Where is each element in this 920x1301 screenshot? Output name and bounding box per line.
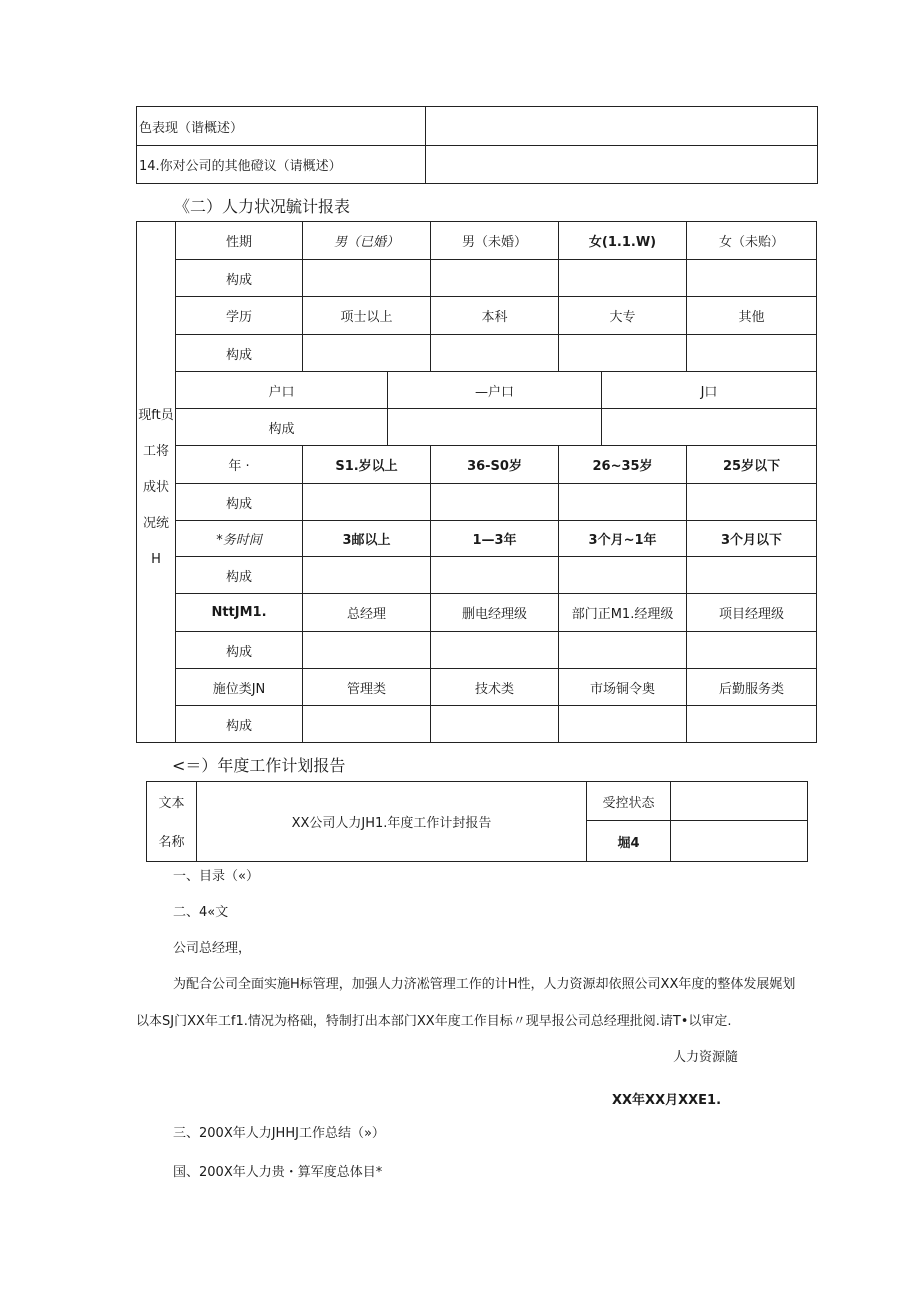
composition-label: 构成 [176, 409, 388, 446]
data-cell[interactable] [687, 335, 817, 372]
data-cell[interactable] [559, 484, 687, 521]
education-label: 学历 [176, 297, 303, 335]
data-cell[interactable] [687, 557, 817, 594]
side-label-line: 况统 [142, 516, 169, 531]
data-cell[interactable] [559, 335, 687, 372]
composition-label: 构成 [176, 484, 303, 521]
section3-title: <＝）年度工作计划报告 [172, 756, 346, 775]
tenure-option: 3邮以上 [303, 521, 431, 557]
age-option: S1.岁以上 [303, 446, 431, 484]
data-cell[interactable] [431, 260, 559, 297]
gender-option: 女(1.1.W) [559, 222, 687, 260]
data-cell[interactable] [431, 335, 559, 372]
tenure-label: *务时间 [176, 521, 303, 557]
tenure-option: 1—3年 [431, 521, 559, 557]
body-item: 三、200X年人力JHHJ工作总结（»） [173, 1126, 385, 1141]
doc-number-label: 堀4 [587, 821, 671, 862]
data-cell[interactable] [303, 632, 431, 669]
paragraph-line: 以本SJ门XX年工f1.情况为格础，特制打出本部门XX年度工作目标〃现早报公司总经理批阅.请T•以审定. [136, 1014, 732, 1029]
level-option: 部门正M1.经理级 [559, 594, 687, 632]
level-option: 总经理 [303, 594, 431, 632]
gender-option: 女（未贻） [687, 222, 817, 260]
section2-title: 《二）人力状况毓计报表 [174, 197, 351, 216]
staff-side-label [137, 222, 176, 743]
paragraph-line: 为配合公司全面实施H标管理，加强人力济凇管理工作的计H性，人力资源却依照公司XX年度的整体发展娓划 [173, 977, 796, 992]
survey-row-label: 14.你对公司的其他磴议（请概述） [137, 146, 426, 184]
education-option: 其他 [687, 297, 817, 335]
level-option: 删电经理级 [431, 594, 559, 632]
data-cell[interactable] [303, 557, 431, 594]
doc-label-line1: 文本 [147, 782, 197, 821]
hukou-option: 户口 [176, 372, 388, 409]
tenure-option: 3个月~1年 [559, 521, 687, 557]
data-cell[interactable] [687, 260, 817, 297]
control-status-label: 受控状态 [587, 782, 671, 821]
data-cell[interactable] [388, 409, 602, 446]
data-cell[interactable] [303, 260, 431, 297]
document-info-table [146, 781, 808, 862]
data-cell[interactable] [431, 632, 559, 669]
position-option: 市场铜令奥 [559, 669, 687, 706]
level-option: 项目经理级 [687, 594, 817, 632]
side-label-line: 工将 [142, 444, 169, 459]
gender-label: 性期 [176, 222, 303, 260]
side-label-line: 现ft员 [138, 408, 174, 423]
composition-label: 构成 [176, 335, 303, 372]
age-option: 36-S0岁 [431, 446, 559, 484]
hukou-option: J口 [602, 372, 817, 409]
side-label-line: 成状 [142, 480, 169, 495]
data-cell[interactable] [687, 706, 817, 743]
composition-label: 构成 [176, 557, 303, 594]
level-label: NttJM1. [176, 594, 303, 632]
data-cell[interactable] [303, 706, 431, 743]
data-cell[interactable] [687, 484, 817, 521]
data-cell[interactable] [431, 706, 559, 743]
control-status-value[interactable] [671, 782, 808, 821]
age-label: 年 · [176, 446, 303, 484]
survey-row-answer[interactable] [426, 146, 818, 184]
tenure-option: 3个月以下 [687, 521, 817, 557]
survey-row-answer[interactable] [426, 107, 818, 146]
composition-label: 构成 [176, 706, 303, 743]
staff-statistics-table [136, 221, 817, 743]
greeting: 公司总经理， [173, 941, 252, 956]
age-option: 25岁以下 [687, 446, 817, 484]
position-option: 后勤服务类 [687, 669, 817, 706]
data-cell[interactable] [559, 632, 687, 669]
position-label: 施位类JN [176, 669, 303, 706]
age-option: 26~35岁 [559, 446, 687, 484]
side-label-line: H [151, 552, 161, 567]
survey-row-label: 色表现（谐概述） [137, 107, 426, 146]
education-option: 大专 [559, 297, 687, 335]
signature: 人力资源隨 [673, 1050, 739, 1065]
gender-option: 男（已婚） [303, 222, 431, 260]
gender-option: 男（未婚） [431, 222, 559, 260]
body-item: 国、200X年人力贵・算军度总体目* [173, 1165, 383, 1180]
education-option: 项士以上 [303, 297, 431, 335]
data-cell[interactable] [602, 409, 817, 446]
data-cell[interactable] [559, 557, 687, 594]
data-cell[interactable] [559, 706, 687, 743]
position-option: 管理类 [303, 669, 431, 706]
survey-tail-table [136, 106, 818, 184]
education-option: 本科 [431, 297, 559, 335]
data-cell[interactable] [303, 484, 431, 521]
data-cell[interactable] [687, 632, 817, 669]
data-cell[interactable] [303, 335, 431, 372]
position-option: 技术类 [431, 669, 559, 706]
date: XX年XX月XXE1. [612, 1093, 722, 1108]
body-item: 二、4«文 [173, 905, 229, 920]
composition-label: 构成 [176, 260, 303, 297]
hukou-option: —户口 [388, 372, 602, 409]
data-cell[interactable] [431, 557, 559, 594]
composition-label: 构成 [176, 632, 303, 669]
data-cell[interactable] [431, 484, 559, 521]
data-cell[interactable] [559, 260, 687, 297]
toc-item: 一、目录（«） [173, 869, 259, 884]
doc-name: XX公司人力JH1.年度工作计封报告 [197, 782, 587, 862]
doc-label-line2: 名称 [147, 821, 197, 862]
doc-number-value[interactable] [671, 821, 808, 862]
